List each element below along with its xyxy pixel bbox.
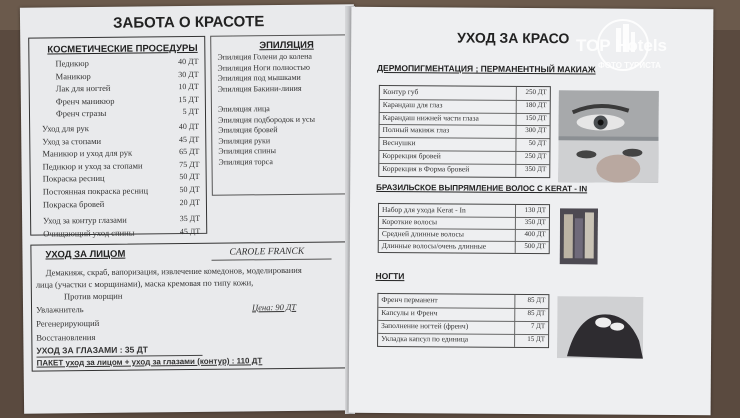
dermo-item-price: 250 ДТ (525, 87, 547, 97)
face-item-3: Восстановления (36, 331, 96, 343)
dermo-item-price: 300 ДТ (525, 126, 547, 135)
cosmetic-item-price: 45 ДТ (179, 226, 201, 236)
cosmetic-item-price: 30 ДТ (178, 69, 199, 79)
cosmetic-item-name: Лак для ногтей (55, 83, 111, 94)
face-desc-line-2: лица (участки с морщинами), маска кремовая по типу кожи, (35, 277, 254, 290)
dermo-item-price: 180 ДТ (525, 100, 547, 109)
eye-care-price: УХОД ЗА ГЛАЗАМИ : 35 ДТ (36, 344, 148, 356)
epilation-item-name: Эпиляция лица (217, 104, 270, 114)
face-care-box (30, 241, 349, 371)
cosmetic-item-price: 45 ДТ (178, 134, 200, 144)
nails-item-name: Френч перманент (381, 294, 438, 305)
kerat-item-name: Короткие волосы (381, 216, 438, 227)
dermo-item-price: 250 ДТ (525, 151, 547, 161)
epilation-title: ЭПИЛЯЦИЯ (259, 39, 314, 52)
dermopigmentation-title: ДЕРМОПИГМЕНТАЦИЯ ; ПЕРМАНЕНТНЫЙ МАКИАЖ (376, 62, 596, 75)
brand-name: CAROLE FRANCK (229, 246, 305, 258)
cosmetic-item-name: Уход за стопами (42, 135, 102, 147)
kerat-item-name: Набор для ухода Kerat - In (381, 204, 466, 215)
kerat-table (378, 203, 550, 254)
dermo-item-name: Карандаш для глаз (382, 99, 443, 110)
nails-item-name: Укладка капсул по единица (381, 333, 469, 344)
nails-item-price: 15 ДТ (527, 334, 546, 344)
epilation-item-name: Эпиляция торса (218, 156, 273, 167)
cosmetic-procedures-box (28, 36, 207, 239)
epilation-box (210, 34, 350, 195)
cosmetic-item-price: 20 ДТ (179, 197, 200, 207)
dermo-item-price: 150 ДТ (525, 113, 547, 122)
kerat-title: БРАЗИЛЬСКОЕ ВЫПРЯМЛЕНИЕ ВОЛОС С KERAT - IN (376, 182, 588, 194)
logo-text-main: TOP Hotels (576, 36, 668, 55)
hair-product-photo (560, 208, 598, 264)
cosmetic-item-price: 75 ДТ (179, 159, 200, 169)
logo-text-sub: ФОТО ТУРИСТА (598, 61, 661, 70)
epilation-item-name: Эпиляция Ноги полностью (217, 62, 310, 73)
cosmetic-item-name: Педикюр (55, 58, 89, 69)
makeup-eye-photo (558, 90, 659, 183)
dermo-item-price: 50 ДТ (528, 139, 547, 148)
nails-table (377, 293, 549, 348)
cosmetic-item-name: Уход для рук (42, 123, 89, 134)
nails-title: НОГТИ (375, 270, 405, 282)
cosmetic-item-name: Френч стразы (55, 108, 107, 119)
dermo-item-price: 350 ДТ (524, 164, 547, 173)
face-item-2: Регенерирующий (36, 317, 100, 329)
cosmetic-item-price: 10 ДТ (178, 82, 199, 92)
epilation-item-name: Эпиляция спины (218, 146, 276, 156)
nails-item-price: 85 ДТ (527, 295, 546, 305)
face-care-title: УХОД ЗА ЛИЦОМ (45, 248, 126, 261)
kerat-item-name: Средней длинные волосы (381, 228, 464, 239)
price-list-left-page (20, 4, 358, 413)
cosmetic-item-name: Покраска ресниц (42, 173, 105, 184)
epilation-item-name: Эпиляция Бакини-линия (217, 83, 302, 94)
dermo-item-name: Веснушки (382, 138, 416, 148)
cosmetic-item-price: 50 ДТ (179, 184, 200, 195)
kerat-item-price: 400 ДТ (524, 229, 546, 239)
cosmetic-item-name: Педикюр и уход за стопами (42, 160, 143, 172)
dermo-item-name: Коррекция в Форма бровей (382, 163, 470, 174)
dermopigmentation-table (378, 85, 551, 178)
cosmetic-item-name: Покраска бровей (42, 198, 105, 210)
dermo-item-name: Полный макияж глаз (382, 125, 450, 135)
tophotels-logo (560, 18, 698, 76)
cosmetic-item-name: Маникюр (55, 70, 91, 81)
kerat-item-price: 500 ДТ (524, 241, 546, 251)
face-desc-line-3: Против морщин (63, 290, 123, 302)
right-page-title: УХОД ЗА КРАСО (457, 29, 570, 47)
left-page-title: ЗАБОТА О КРАСОТЕ (112, 13, 265, 32)
cosmetic-item-price: 50 ДТ (179, 172, 200, 182)
cosmetic-item-name: Маникюр и уход для рук (42, 147, 133, 159)
cosmetic-item-name: Уход за контур глазами (43, 214, 127, 226)
cosmetic-item-name: Очищающий уход спины (43, 227, 135, 239)
face-desc-line-1: Демакияж, скраб, вапоризация, извлечение комедонов, моделирования (45, 264, 302, 278)
kerat-item-price: 350 ДТ (524, 217, 546, 227)
epilation-item-name: Эпиляция под мышками (217, 72, 301, 83)
cosmetic-item-price: 15 ДТ (178, 94, 199, 104)
cosmetic-item-price: 40 ДТ (178, 121, 200, 132)
nails-item-price: 7 ДТ (530, 322, 546, 331)
cosmetic-item-name: Френч маникюр (55, 95, 115, 107)
cosmetic-item-price: 65 ДТ (179, 147, 200, 157)
cosmetic-item-price: 35 ДТ (179, 214, 201, 224)
cosmetic-item-price: 5 ДТ (182, 107, 200, 117)
nails-item-price: 85 ДТ (527, 308, 546, 318)
cosmetic-item-name: Постоянная покраска ресниц (42, 185, 149, 197)
nails-item-name: Капсулы и Френч (381, 307, 438, 318)
epilation-item-name: Эпиляция Голени до колена (217, 51, 312, 62)
package-price: ПАКЕТ уход за лицом + уход за глазами (контур) : 110 ДТ (36, 356, 263, 368)
nails-photo (557, 296, 643, 359)
cosmetic-procedures-title: КОСМЕТИЧЕСКИЕ ПРОСЕДУРЫ (47, 42, 198, 56)
face-price: Цена: 90 ДТ (251, 301, 297, 313)
brand-underline (212, 259, 332, 261)
dermo-item-name: Контур губ (382, 86, 419, 97)
epilation-item-name: Эпиляция бровей (218, 125, 278, 135)
dermo-item-name: Коррекция бровей (382, 150, 441, 161)
face-item-1: Увлажнитель (35, 304, 84, 315)
epilation-item-name: Эпиляция руки (218, 135, 271, 146)
kerat-item-price: 130 ДТ (524, 205, 547, 215)
epilation-item-name: Эпиляция подбородок и усы (218, 114, 315, 125)
cosmetic-item-price: 40 ДТ (178, 56, 199, 67)
nails-item-name: Заполнение ногтей (френч) (381, 320, 469, 331)
kerat-item-name: Длинные волосы/очень длинные (381, 240, 487, 251)
dermo-item-name: Карандаш нижней части глаза (382, 112, 479, 123)
